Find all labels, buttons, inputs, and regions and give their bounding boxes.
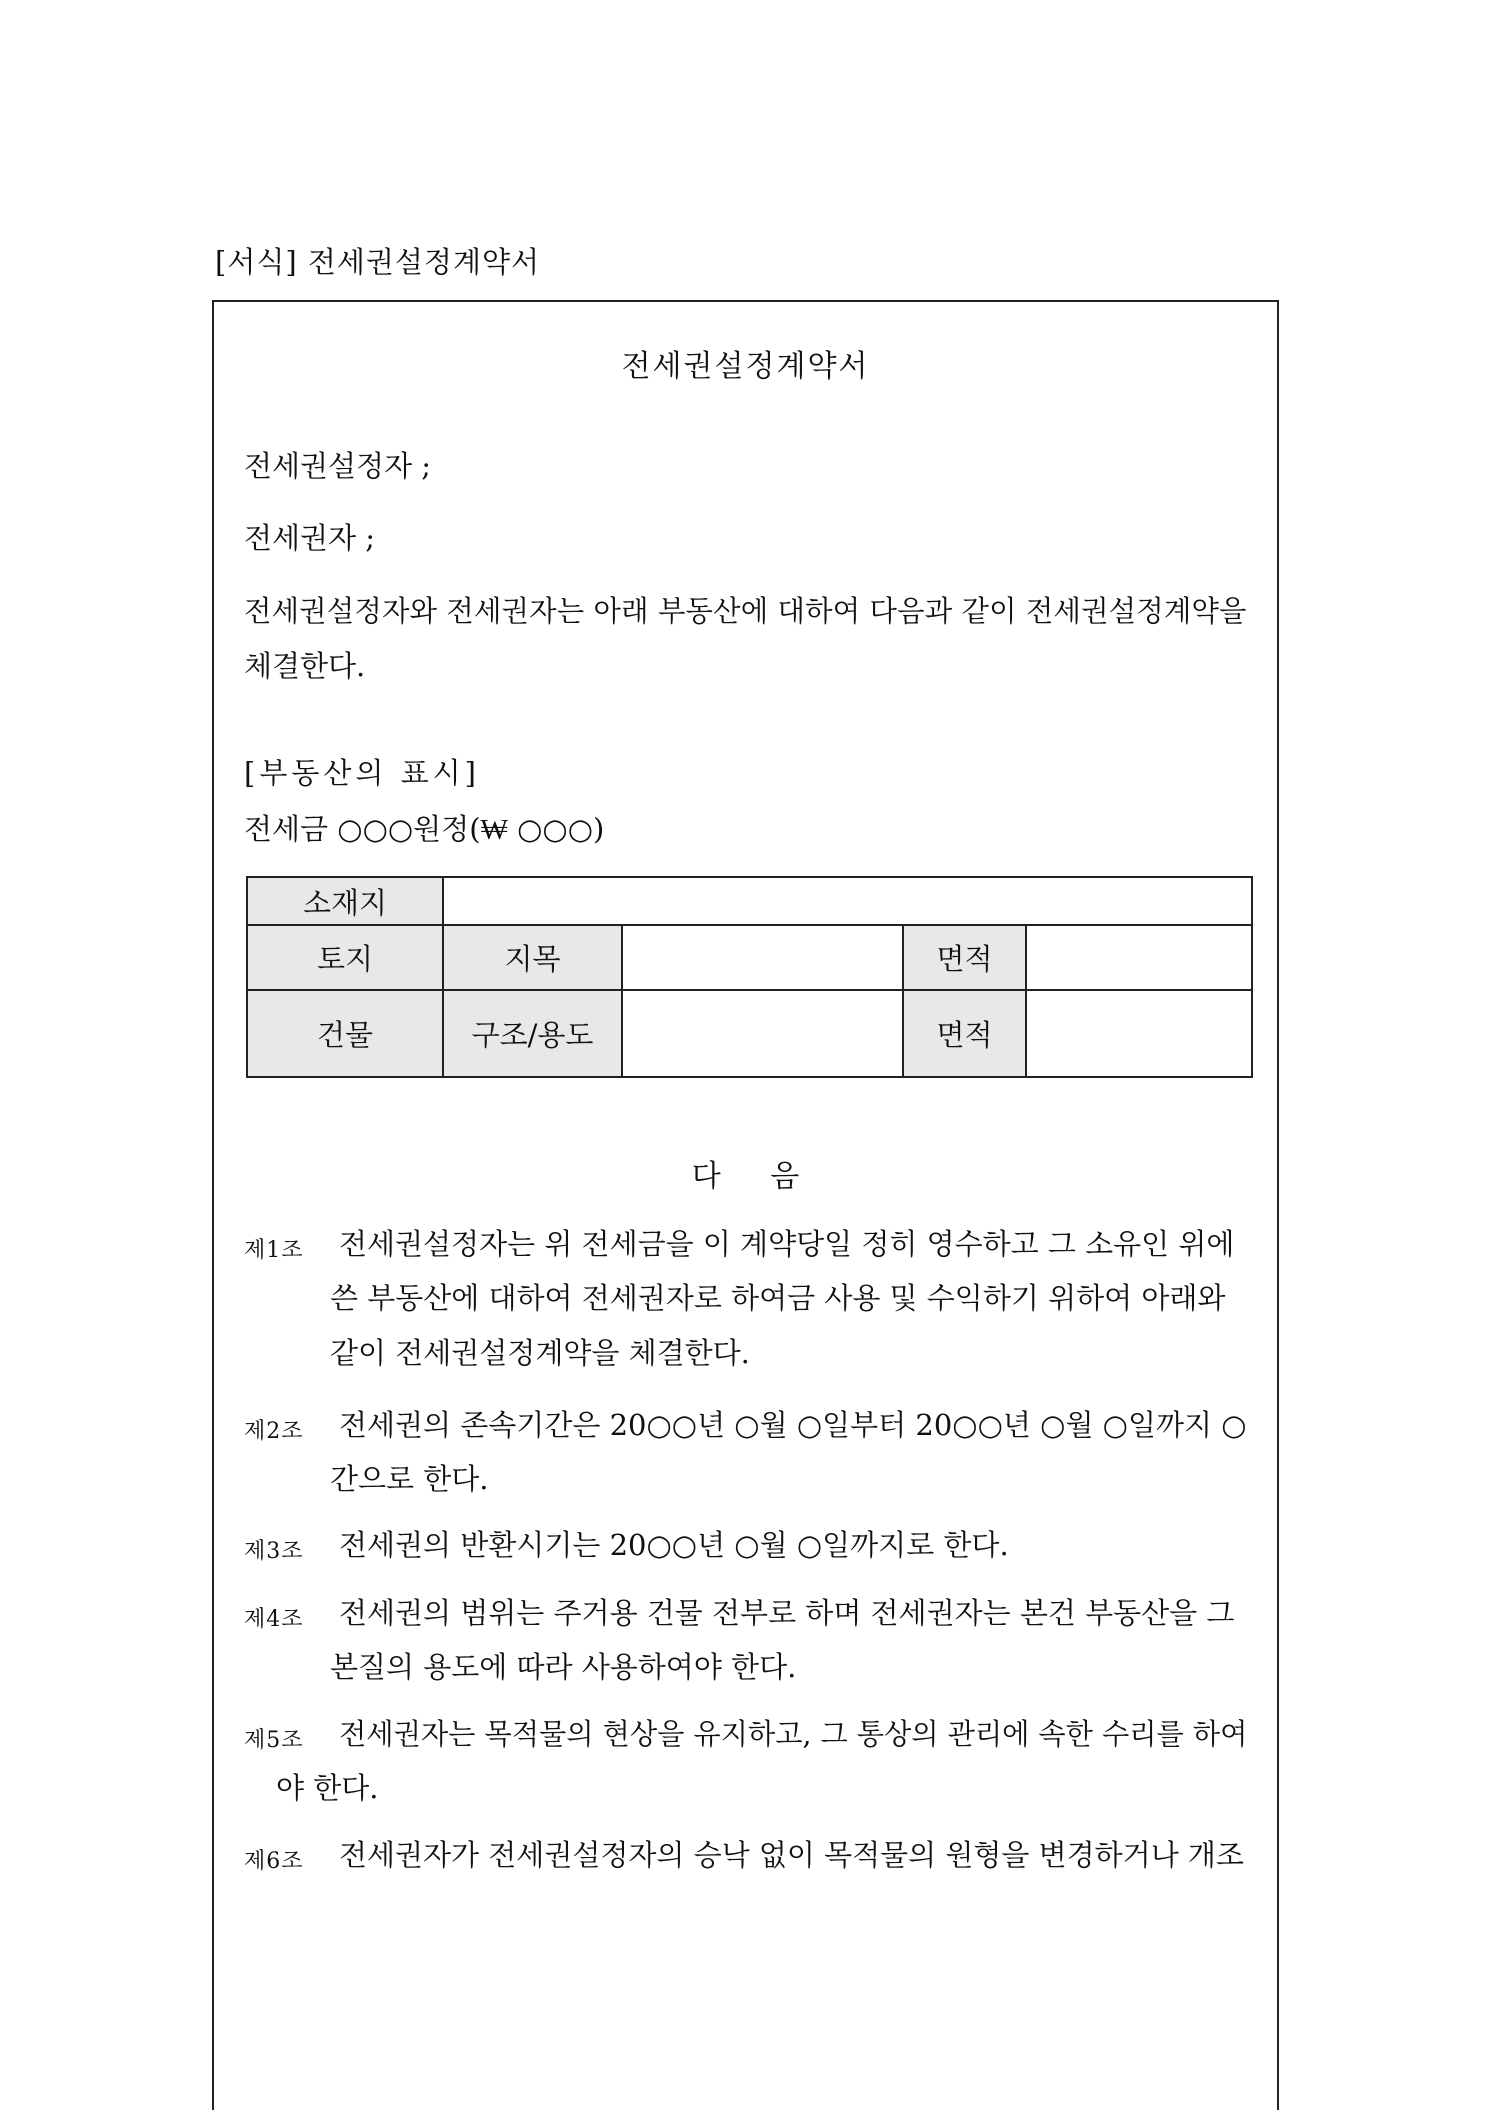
building-label: 건물: [247, 990, 443, 1077]
intro-line-1: 전세권설정자와 전세권자는 아래 부동산에 대하여 다음과 같이 전세권설정계약을: [244, 594, 1247, 628]
location-label: 소재지: [247, 877, 443, 925]
table-row-land: [247, 925, 1252, 990]
table-row-location: [247, 877, 1252, 925]
article-3-line-1: 전세권의 반환시기는 20○○년 ○월 ○일까지로 한다.: [339, 1528, 1009, 1562]
building-structure-value-cell: [622, 990, 903, 1077]
article-5-line-2: 야 한다.: [276, 1771, 379, 1805]
article-2-number: 제2조: [244, 1419, 304, 1444]
article-5-number: 제5조: [244, 1728, 304, 1753]
building-area-value-cell: [1026, 990, 1252, 1077]
article-6-number: 제6조: [244, 1849, 304, 1874]
property-table: [246, 876, 1253, 1078]
article-2-line-2: 간으로 한다.: [330, 1462, 489, 1496]
contract-form: [212, 300, 1279, 2110]
intro-line-2: 체결한다.: [244, 649, 366, 683]
article-4-line-1: 전세권의 범위는 주거용 건물 전부로 하며 전세권자는 본건 부동산을 그: [339, 1596, 1235, 1630]
building-structure-label: 구조/용도: [443, 990, 622, 1077]
location-value-cell: [443, 877, 1252, 925]
property-heading: [부동산의 표시]: [244, 756, 480, 790]
deposit-line: 전세금 ○○○원정(₩ ○○○): [244, 812, 605, 846]
terms-heading: 다 음: [691, 1159, 800, 1194]
article-6-line-1: 전세권자가 전세권설정자의 승낙 없이 목적물의 원형을 변경하거나 개조: [339, 1838, 1244, 1872]
article-5-line-1: 전세권자는 목적물의 현상을 유지하고, 그 통상의 관리에 속한 수리를 하여: [339, 1717, 1248, 1751]
land-area-value-cell: [1026, 925, 1252, 990]
article-1-line-2: 쓴 부동산에 대하여 전세권자로 하여금 사용 및 수익하기 위하여 아래와: [330, 1281, 1226, 1315]
holder-line: 전세권자 ;: [244, 521, 376, 555]
grantor-line: 전세권설정자 ;: [244, 449, 432, 483]
land-category-value-cell: [622, 925, 903, 990]
article-4-line-2: 본질의 용도에 따라 사용하여야 한다.: [330, 1650, 797, 1684]
land-area-label: 면적: [903, 925, 1026, 990]
table-row-building: [247, 990, 1252, 1077]
article-2-line-1: 전세권의 존속기간은 20○○년 ○월 ○일부터 20○○년 ○월 ○일까지 ○: [339, 1408, 1247, 1442]
article-1-number: 제1조: [244, 1238, 304, 1263]
land-category-label: 지목: [443, 925, 622, 990]
land-label: 토지: [247, 925, 443, 990]
building-area-label: 면적: [903, 990, 1026, 1077]
form-label: [서식] 전세권설정계약서: [215, 245, 540, 279]
document-title: 전세권설정계약서: [621, 349, 870, 384]
article-1-line-3: 같이 전세권설정계약을 체결한다.: [330, 1336, 750, 1370]
article-3-number: 제3조: [244, 1539, 304, 1564]
article-4-number: 제4조: [244, 1607, 304, 1632]
article-1-line-1: 전세권설정자는 위 전세금을 이 계약당일 정히 영수하고 그 소유인 위에: [339, 1227, 1235, 1261]
